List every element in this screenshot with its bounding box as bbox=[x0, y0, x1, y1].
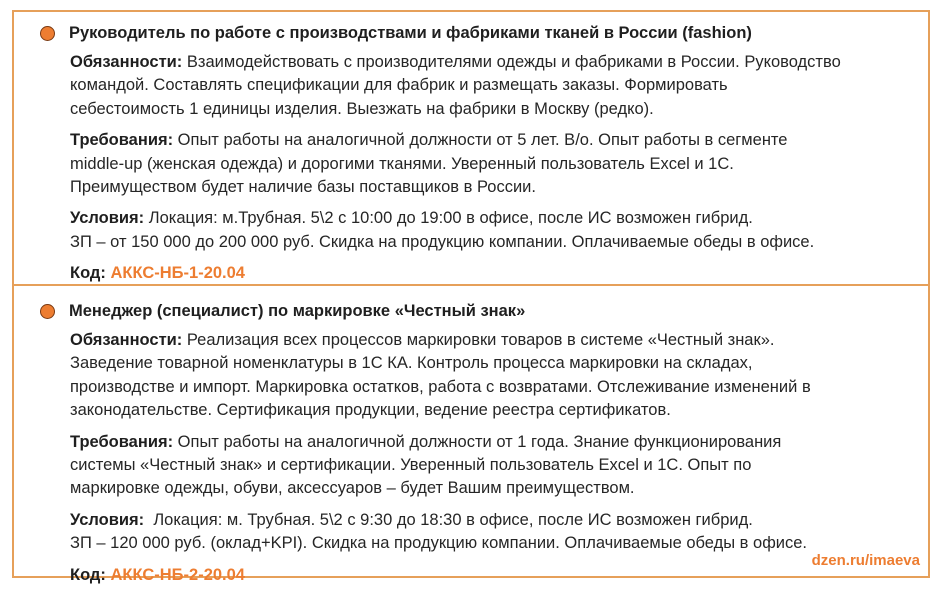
conditions-line: Условия: Локация: м. Трубная. 5\2 с 9:30 до 18:30 в офисе, после ИС возможен гибрид. bbox=[70, 510, 753, 529]
bullet-circle-icon bbox=[40, 304, 55, 319]
conditions-label: Условия: bbox=[70, 510, 145, 529]
code-label: Код: bbox=[70, 565, 106, 584]
conditions-paragraph bbox=[70, 509, 918, 556]
job-card-2 bbox=[40, 298, 918, 587]
conditions-paragraph bbox=[70, 207, 918, 254]
job-card-1 bbox=[40, 20, 918, 285]
duties-line: себестоимость 1 единицы изделия. Выезжать на фабрики в Москву (редко). bbox=[70, 99, 654, 118]
conditions-line: Условия: Локация: м.Трубная. 5\2 с 10:00 до 19:00 в офисе, после ИС возможен гибрид. bbox=[70, 209, 753, 228]
requirements-label: Требования: bbox=[70, 432, 174, 451]
conditions-line: ЗП – 120 000 руб. (оклад+KPI). Скидка на продукцию компании. Оплачиваемые обеды в офисе. bbox=[70, 534, 808, 553]
bullet-circle-icon bbox=[40, 26, 55, 41]
requirements-line: маркировке одежды, обуви, аксессуаров – будет Вашим преимуществом. bbox=[70, 479, 635, 498]
duties-line: Обязанности: Взаимодействовать с производителями одежды и фабриками в России. Руководство bbox=[70, 53, 841, 71]
requirements-line: middle-up (женская одежда) и дорогими тканями. Уверенный пользователь Excel и 1С. bbox=[70, 154, 734, 173]
watermark-link[interactable]: dzen.ru/imaeva bbox=[811, 552, 920, 569]
duties-label: Обязанности: bbox=[70, 331, 183, 349]
requirements-line: системы «Честный знак» и сертификации. Уверенный пользователь Excel и 1С. Опыт по bbox=[70, 456, 752, 475]
duties-line: Обязанности: Реализация всех процессов маркировки товаров в системе «Честный знак». bbox=[70, 331, 775, 349]
requirements-label: Требования: bbox=[70, 131, 174, 150]
job-title: Руководитель по работе с производствами и фабриками тканей в России (fashion) bbox=[69, 23, 752, 42]
job-title-row bbox=[40, 20, 918, 46]
duties-line: командой. Составлять спецификации для фабрик и размещать заказы. Формировать bbox=[70, 76, 728, 95]
requirements-line: Требования: Опыт работы на аналогичной должности от 1 года. Знание функционирования bbox=[70, 432, 782, 451]
code-label: Код: bbox=[70, 264, 106, 283]
vacancy-code: АККС-НБ-1-20.04 bbox=[110, 264, 245, 283]
job-title-row bbox=[40, 298, 918, 324]
requirements-line: Требования: Опыт работы на аналогичной должности от 5 лет. В/о. Опыт работы в сегменте bbox=[70, 131, 788, 150]
vacancy-code: АККС-НБ-2-20.04 bbox=[110, 565, 245, 584]
requirements-paragraph bbox=[70, 431, 918, 501]
duties-line: Заведение товарной номенклатуры в 1С КА. Контроль процесса маркировки на складах, bbox=[70, 354, 753, 373]
duties-line: производстве и импорт. Маркировка остатков, работа с возвратами. Отслеживание изменений в bbox=[70, 377, 811, 396]
job-title: Менеджер (специалист) по маркировке «Честный знак» bbox=[69, 301, 526, 320]
duties-paragraph bbox=[70, 51, 918, 121]
duties-label: Обязанности: bbox=[70, 53, 183, 71]
vacancy-code-row bbox=[70, 564, 918, 587]
duties-paragraph bbox=[70, 329, 918, 423]
duties-line: законодательстве. Сертификация продукции, ведение реестра сертификатов. bbox=[70, 401, 671, 420]
conditions-line: ЗП – от 150 000 до 200 000 руб. Скидка на продукцию компании. Оплачиваемые обеды в офисе. bbox=[70, 232, 815, 251]
conditions-label: Условия: bbox=[70, 209, 145, 228]
requirements-line: Преимуществом будет наличие базы поставщиков в России. bbox=[70, 178, 536, 197]
vacancy-code-row bbox=[70, 262, 918, 285]
requirements-paragraph bbox=[70, 129, 918, 199]
